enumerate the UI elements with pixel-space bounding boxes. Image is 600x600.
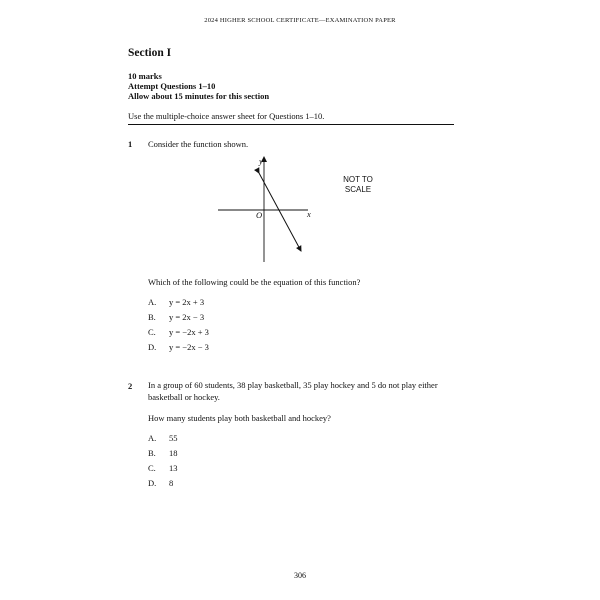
q2-option-d-letter: D.	[148, 478, 157, 488]
scale-note-line-2: SCALE	[344, 185, 372, 194]
q1-option-d-letter: D.	[148, 342, 157, 352]
running-header: 2024 HIGHER SCHOOL CERTIFICATE—EXAMINATION PAPER	[204, 17, 396, 24]
not-to-scale-note	[336, 175, 380, 195]
q2-option-b[interactable]: 18	[169, 448, 178, 458]
y-axis-label: y	[259, 156, 263, 166]
q1-option-b-letter: B.	[148, 312, 156, 322]
q1-option-a-letter: A.	[148, 297, 157, 307]
question-2-prompt: How many students play both basketball and hockey?	[148, 413, 331, 423]
q2-option-a[interactable]: 55	[169, 433, 178, 443]
section-attempt: Attempt Questions 1–10	[128, 81, 216, 91]
page-number: 306	[294, 571, 306, 580]
q1-option-c[interactable]: y = −2x + 3	[169, 327, 209, 337]
q2-option-a-letter: A.	[148, 433, 157, 443]
q1-option-b[interactable]: y = 2x − 3	[169, 312, 205, 322]
section-marks: 10 marks	[128, 71, 162, 81]
q1-option-c-letter: C.	[148, 327, 156, 337]
q2-option-d[interactable]: 8	[169, 478, 174, 488]
q2-option-c[interactable]: 13	[169, 463, 178, 473]
section-divider	[128, 124, 454, 125]
question-1-graph	[216, 152, 316, 264]
question-1-number: 1	[128, 139, 133, 149]
x-axis-label: x	[307, 209, 311, 219]
q1-option-a[interactable]: y = 2x + 3	[169, 297, 205, 307]
question-1-prompt: Which of the following could be the equation of this function?	[148, 277, 361, 287]
section-time: Allow about 15 minutes for this section	[128, 91, 270, 101]
scale-note-line-1: NOT TO	[343, 175, 373, 184]
q2-option-b-letter: B.	[148, 448, 156, 458]
q2-option-c-letter: C.	[148, 463, 156, 473]
question-2-text: In a group of 60 students, 38 play basketball, 35 play hockey and 5 do not play either basketball or hockey.	[148, 380, 438, 402]
q1-option-d[interactable]: y = −2x − 3	[169, 342, 209, 352]
function-line	[259, 173, 301, 251]
question-2-number: 2	[128, 381, 133, 391]
section-instruction: Use the multiple-choice answer sheet for Questions 1–10.	[128, 111, 325, 121]
origin-label: O	[256, 210, 263, 220]
section-title: Section I	[128, 47, 172, 59]
question-1-text: Consider the function shown.	[148, 139, 249, 149]
